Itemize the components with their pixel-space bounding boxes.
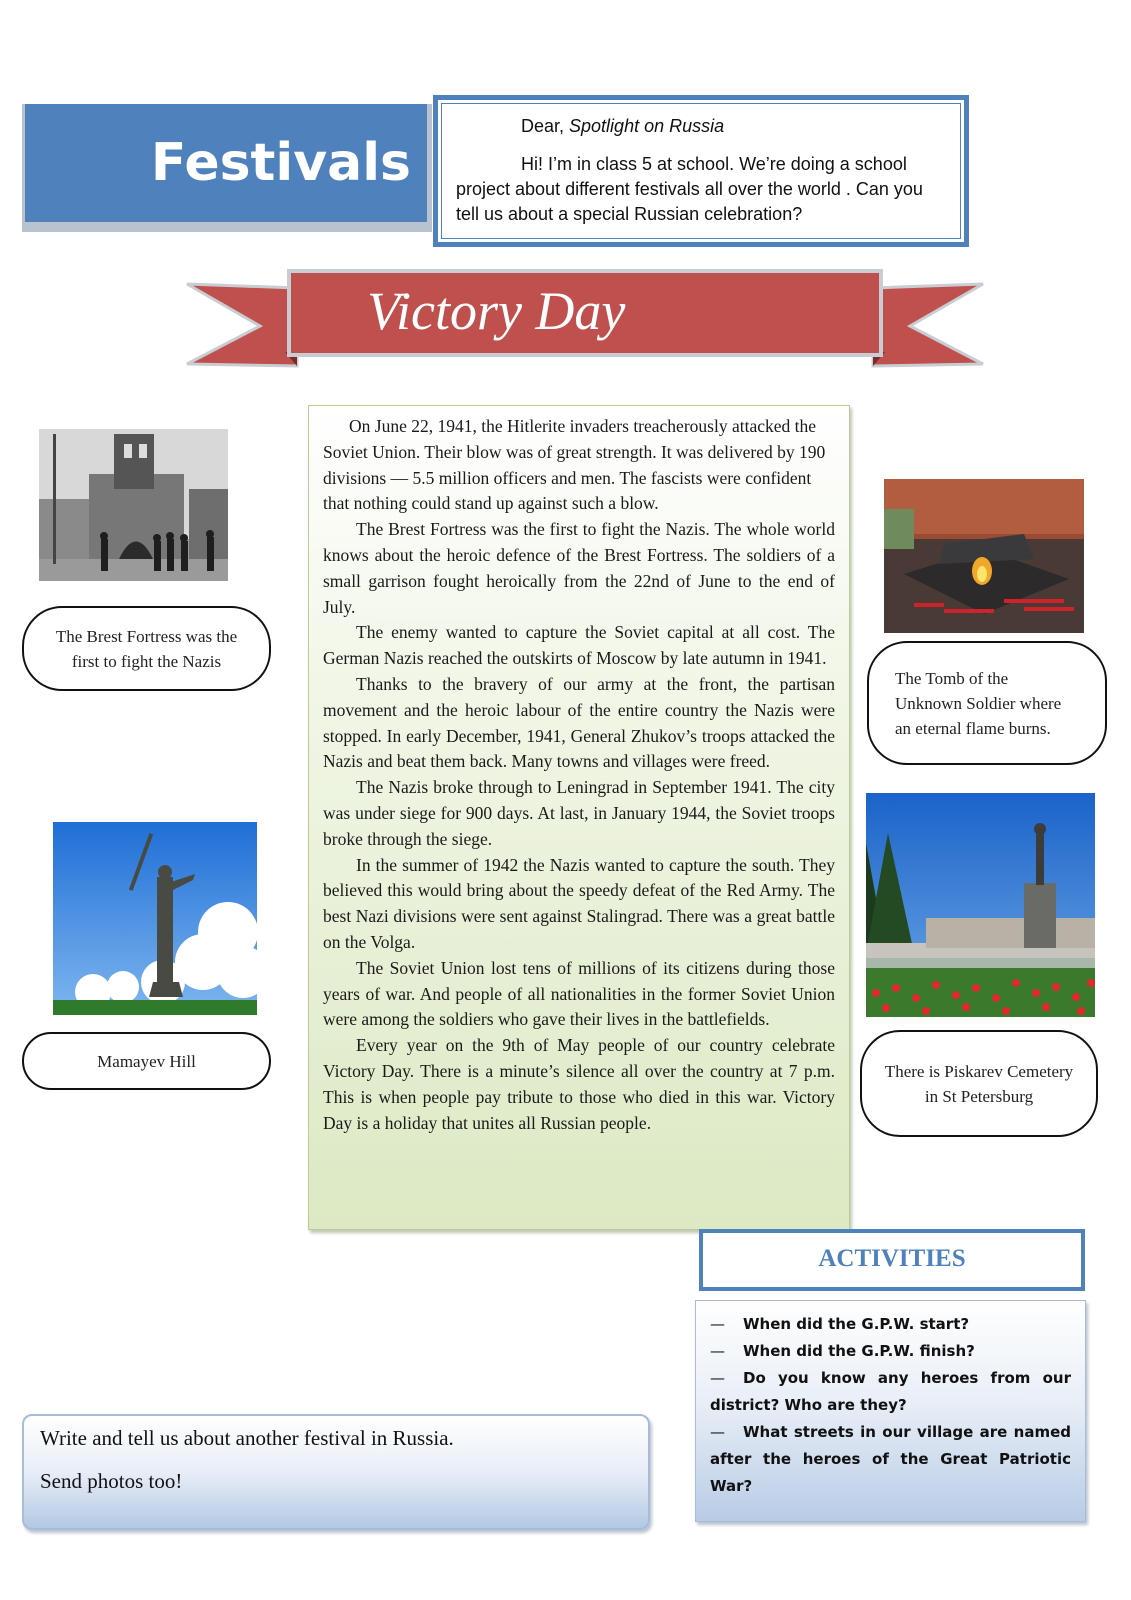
dash-icon: — [710,1342,725,1360]
letter-greeting [456,114,946,139]
article-paragraph: In the summer of 1942 the Nazis wanted to capture the south. They believed this would bring about the speedy defeat of the Red Army. The best Nazi divisions were sent against Stalingrad. There was a great battle on the Volga. [323,854,835,952]
writing-task-box [22,1414,650,1530]
banner-title: Victory Day [367,281,626,341]
article-paragraph: On June 22, 1941, the Hitlerite invaders treacherously attacked the Soviet Union. Their blow was of great strength. It was delivered by 190 divisions — 5.5 million officers and men. The fascists were confident that nothing could stand up against such a blow. [323,416,826,514]
dash-icon: — [710,1315,725,1333]
piskarev-cemetery-photo [866,793,1095,1017]
mamayev-hill-photo [53,822,257,1015]
activity-question-text: When did the G.P.W. finish? [743,1342,975,1360]
page-title: Festivals [25,104,427,222]
writing-task-line2: Send photos too! [40,1469,183,1493]
letter-box [433,95,969,247]
article-paragraph: The Soviet Union lost tens of millions of its citizens during those years of war. And people of all nationalities in the former Soviet Union were among the soldiers who gave their lives in the battlefields. [323,957,835,1030]
caption-brest-fortress: The Brest Fortress was the first to fight the Nazis [22,606,271,691]
dash-icon: — [710,1423,725,1441]
article-paragraph: The Brest Fortress was the first to fight the Nazis. The whole world knows about the heroic defence of the Brest Fortress. The soldiers of a small garrison fought heroically from the 22nd of June to the end of July. [323,519,835,617]
article-paragraph: Every year on the 9th of May people of our country celebrate Victory Day. There is a minute’s silence all over the country at 7 p.m. This is when people pay tribute to those who died in this war. Victory Day is a holiday that unites all Russian people. [323,1035,835,1133]
activity-question [710,1311,1071,1338]
caption-mamayev-hill: Mamayev Hill [22,1032,271,1090]
article-paragraph: The enemy wanted to capture the Soviet capital at all cost. The German Nazis reached the outskirts of Moscow by late autumn in 1941. [323,622,835,669]
activity-question-text: What streets in our village are named after the heroes of the Great Patriotic War? [710,1423,1071,1495]
brest-fortress-photo [39,429,228,581]
article-text [308,405,850,1230]
letter-inner [441,103,961,239]
dash-icon: — [710,1369,725,1387]
banner-right-tail [873,284,983,366]
activity-question-text: Do you know any heroes from our district? Who are they? [710,1369,1071,1414]
activities-list [695,1300,1086,1522]
activity-question [710,1365,1071,1419]
activity-question [710,1338,1071,1365]
caption-piskarev-cemetery: There is Piskarev Cemetery in St Petersburg [860,1030,1098,1137]
banner-left-tail [187,284,297,366]
caption-tomb-unknown-soldier: The Tomb of the Unknown Soldier where an eternal flame burns. [867,641,1107,765]
article-paragraph: Thanks to the bravery of our army at the front, the partisan movement and the heroic labour of the entire country the Nazis were stopped. In early December, 1941, General Zhukov’s troops attacked the Nazis and beat them back. Many towns and villages were freed. [323,673,835,772]
letter-greeting-prefix: Dear, [521,116,570,136]
tomb-unknown-soldier-photo [884,479,1084,633]
activity-question-text: When did the G.P.W. start? [743,1315,970,1333]
letter-body: Hi! I’m in class 5 at school. We’re doing a school project about different festivals all over the world . Can you tell us about a special Russian celebration? [456,154,923,224]
article-paragraph: The Nazis broke through to Leningrad in September 1941. The city was under siege for 900 days. At last, in January 1944, the Soviet troops broke through the siege. [323,777,835,849]
letter-greeting-name: Spotlight on Russia [569,116,725,136]
activities-title: ACTIVITIES [699,1229,1085,1291]
activity-question [710,1419,1071,1500]
writing-task-line1: Write and tell us about another festival in Russia. [40,1426,454,1450]
